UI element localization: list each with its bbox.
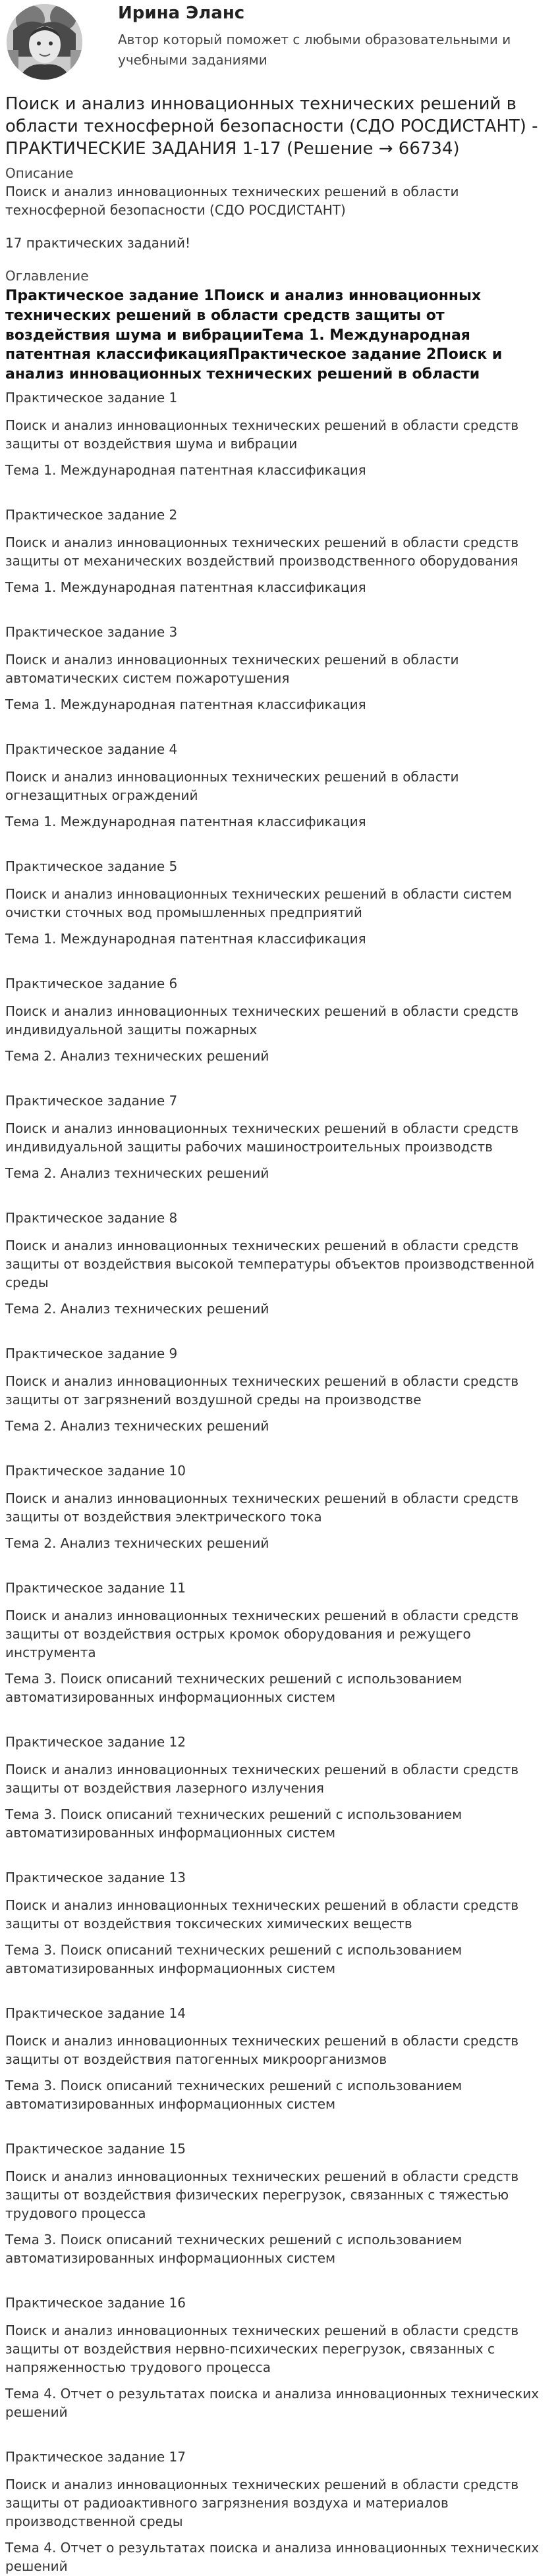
task-topic: Тема 4. Отчет о результатах поиска и анализа инновационных технических решений [5, 2539, 540, 2574]
task-topic: Тема 2. Анализ технических решений [5, 1165, 269, 1181]
task-title: Практическое задание 17 [5, 2448, 186, 2465]
task-title: Практическое задание 5 [5, 858, 178, 874]
task-topic: Тема 3. Поиск описаний технических решений с использованием автоматизированных информационных систем [5, 1670, 462, 1705]
toc-text: Практическое задание 1Поиск и анализ инновационных технических решений в области средств защиты от воздействия шума и вибрацииТема 1. Международная патентная классификацияПрактическое задание 2Поиск и анализ инновационных технических решений в области [5, 288, 503, 383]
task-title: Практическое задание 2 [5, 506, 178, 523]
task-topic: Тема 1. Международная патентная классификация [5, 579, 366, 595]
task-item [5, 2294, 553, 2421]
task-title: Практическое задание 3 [5, 623, 178, 640]
task-item [5, 1209, 553, 1318]
task-title: Практическое задание 10 [5, 1462, 186, 1479]
avatar-photo [7, 4, 82, 80]
task-topic: Тема 2. Анализ технических решений [5, 1535, 269, 1551]
task-title: Практическое задание 12 [5, 1733, 186, 1750]
task-item [5, 740, 553, 831]
task-topic: Тема 2. Анализ технических решений [5, 1047, 269, 1064]
task-item [5, 388, 553, 479]
task-description: Поиск и анализ инновационных технических решений в области средств защиты от воздействия нервно-психических перегрузок, связанных с напряженностью трудового процесса [5, 2322, 519, 2375]
task-topic: Тема 3. Поиск описаний технических решений с использованием автоматизированных информационных систем [5, 1941, 462, 1976]
task-topic: Тема 1. Международная патентная классификация [5, 461, 366, 478]
document-title: Поиск и анализ инновационных технических решений в области техносферной безопасности (СДО РОСДИСТАНТ) - ПРАКТИЧЕСКИЕ ЗАДАНИЯ 1-17 (Решение → 66734) [5, 94, 538, 159]
description-label: Описание [5, 165, 74, 182]
task-description: Поиск и анализ инновационных технических решений в области систем очистки сточных вод промышленных предприятий [5, 885, 512, 920]
task-list [5, 388, 553, 2575]
task-title: Практическое задание 11 [5, 1579, 186, 1596]
task-description: Поиск и анализ инновационных технических решений в области средств защиты от воздействия физических перегрузок, связанных с тяжестью трудового процесса [5, 2168, 519, 2221]
task-description: Поиск и анализ инновационных технических решений в области средств защиты от воздействия электрического тока [5, 1490, 519, 1525]
task-item [5, 2140, 553, 2267]
task-item [5, 974, 553, 1065]
task-description: Поиск и анализ инновационных технических решений в области средств защиты от механических воздействий производственного оборудования [5, 534, 519, 569]
task-topic: Тема 1. Международная патентная классификация [5, 696, 366, 712]
task-topic: Тема 3. Поиск описаний технических решений с использованием автоматизированных информационных систем [5, 2077, 462, 2112]
task-title: Практическое задание 6 [5, 975, 178, 991]
task-description: Поиск и анализ инновационных технических решений в области средств защиты от воздействия шума и вибрации [5, 417, 519, 452]
task-item [5, 623, 553, 714]
task-description: Поиск и анализ инновационных технических решений в области средств защиты от воздействия токсических химических веществ [5, 1897, 519, 1932]
task-description: Поиск и анализ инновационных технических решений в области средств защиты от воздействия высокой температуры объектов производственной среды [5, 1237, 535, 1290]
task-item [5, 1733, 553, 1842]
task-title: Практическое задание 16 [5, 2294, 186, 2311]
task-item [5, 857, 553, 948]
task-title: Практическое задание 8 [5, 1209, 178, 1226]
task-topic: Тема 1. Международная патентная классификация [5, 813, 366, 829]
task-description: Поиск и анализ инновационных технических решений в области огнезащитных ограждений [5, 768, 459, 803]
task-title: Практическое задание 4 [5, 741, 178, 757]
task-item [5, 1461, 553, 1552]
task-item [5, 1344, 553, 1435]
task-topic: Тема 1. Международная патентная классификация [5, 930, 366, 947]
author-description: Автор который поможет с любыми образовательными и учебными заданиями [118, 32, 511, 68]
task-topic: Тема 4. Отчет о результатах поиска и анализа инновационных технических решений [5, 2385, 540, 2420]
task-title: Практическое задание 1 [5, 389, 178, 406]
task-title: Практическое задание 15 [5, 2140, 186, 2157]
task-topic: Тема 2. Анализ технических решений [5, 1300, 269, 1317]
task-description: Поиск и анализ инновационных технических решений в области средств защиты от воздействия патогенных микроорганизмов [5, 2032, 519, 2067]
task-description: Поиск и анализ инновационных технических решений в области средств защиты от загрязнений воздушной среды на производстве [5, 1373, 519, 1407]
task-item [5, 1579, 553, 1706]
task-topic: Тема 3. Поиск описаний технических решений с использованием автоматизированных информационных систем [5, 2231, 462, 2266]
task-count-text: 17 практических заданий! [5, 235, 191, 251]
task-description: Поиск и анализ инновационных технических решений в области средств индивидуальной защиты пожарных [5, 1003, 519, 1038]
task-title: Практическое задание 14 [5, 2005, 186, 2021]
task-item [5, 1091, 553, 1182]
task-description: Поиск и анализ инновационных технических решений в области средств индивидуальной защиты рабочих машиностроительных производств [5, 1120, 519, 1155]
toc-label: Оглавление [5, 268, 89, 284]
author-avatar[interactable] [7, 4, 82, 80]
task-item [5, 2448, 553, 2575]
task-title: Практическое задание 13 [5, 1869, 186, 1885]
task-item [5, 2004, 553, 2113]
task-description: Поиск и анализ инновационных технических решений в области автоматических систем пожаротушения [5, 651, 459, 686]
task-topic: Тема 3. Поиск описаний технических решений с использованием автоматизированных информационных систем [5, 1806, 462, 1841]
description-text: Поиск и анализ инновационных технических решений в области техносферной безопасности (СДО РОСДИСТАНТ) [5, 184, 459, 219]
task-description: Поиск и анализ инновационных технических решений в области средств защиты от радиоактивного загрязнения воздуха и материалов производственной среды [5, 2476, 519, 2529]
task-topic: Тема 2. Анализ технических решений [5, 1417, 269, 1434]
task-item [5, 506, 553, 596]
author-name[interactable]: Ирина Эланс [118, 3, 245, 23]
task-title: Практическое задание 7 [5, 1092, 178, 1109]
task-description: Поиск и анализ инновационных технических решений в области средств защиты от воздействия лазерного излучения [5, 1761, 519, 1796]
task-item [5, 1868, 553, 1978]
author-header [0, 0, 558, 84]
task-title: Практическое задание 9 [5, 1345, 178, 1361]
document-content [0, 93, 558, 2575]
task-description: Поиск и анализ инновационных технических решений в области средств защиты от воздействия острых кромок оборудования и режущего инструмента [5, 1607, 519, 1660]
